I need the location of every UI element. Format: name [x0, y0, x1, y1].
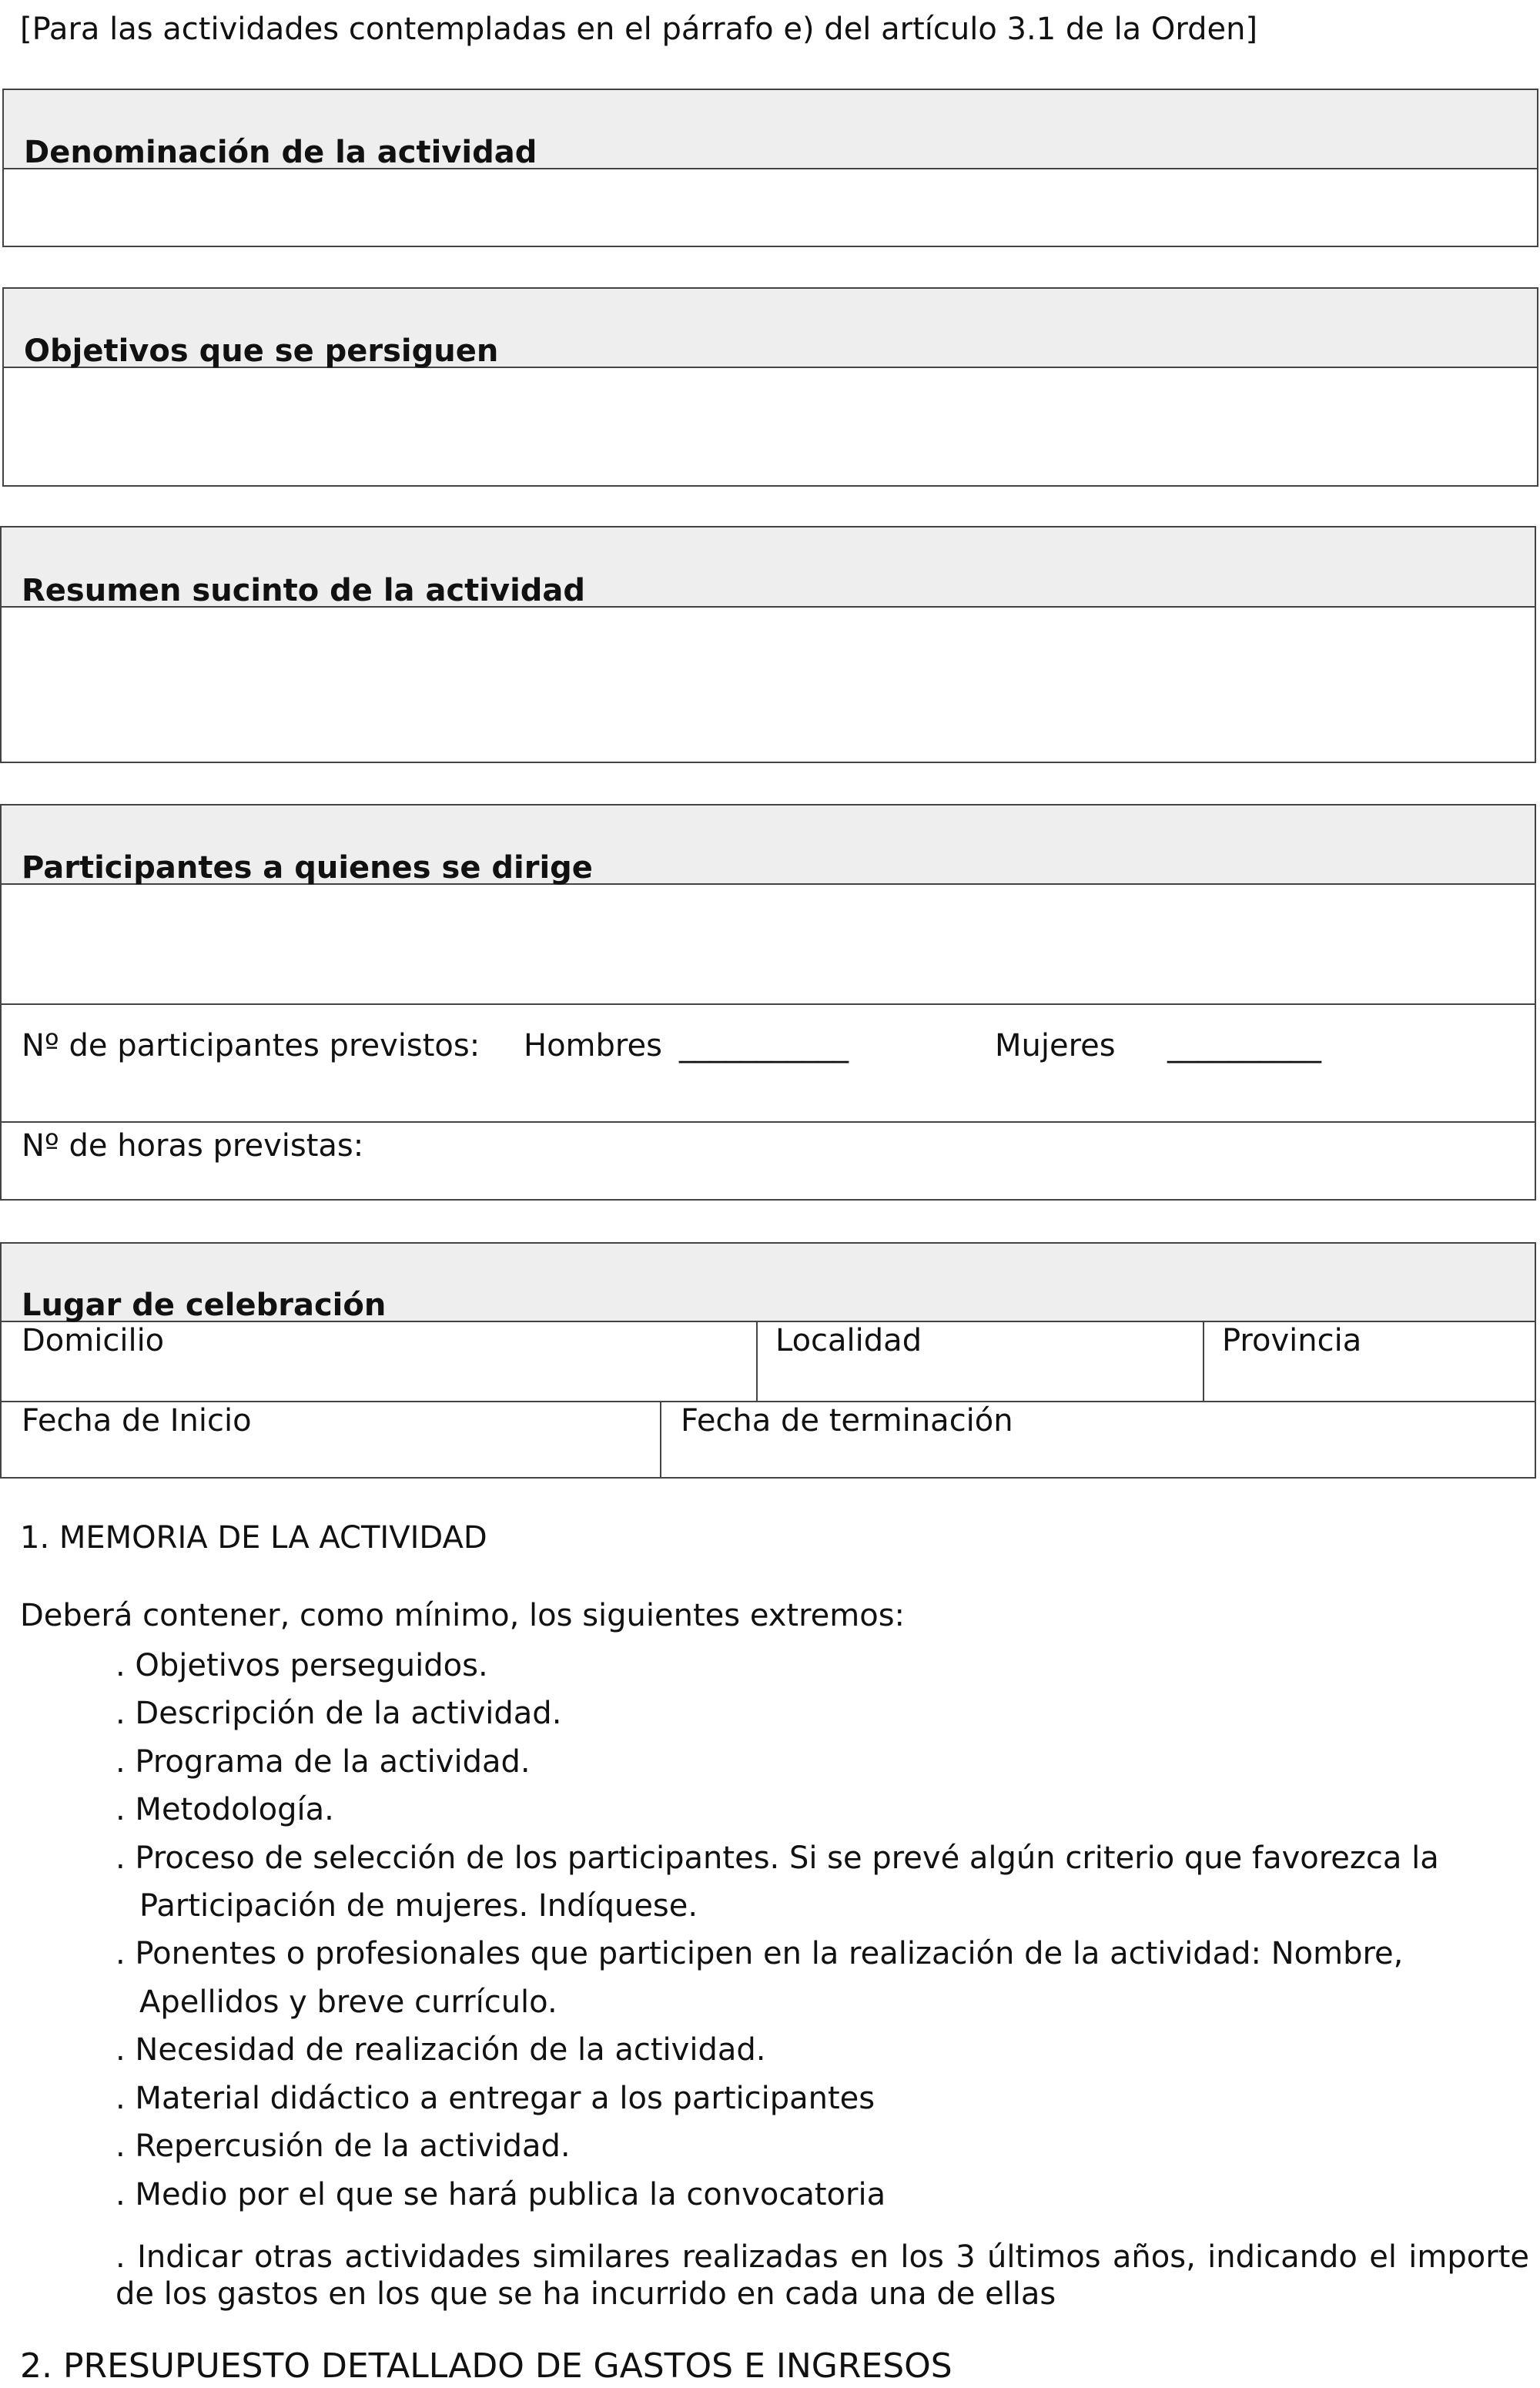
list-item: . Descripción de la actividad. — [116, 1696, 562, 1731]
divider — [756, 1322, 758, 1402]
mujeres-label: Mujeres — [995, 1028, 1116, 1063]
resumen-label: Resumen sucinto de la actividad — [22, 573, 586, 608]
intro-text: [Para las actividades contempladas en el párrafo e) del artículo 3.1 de la Orden] — [20, 12, 1258, 47]
list-item: . Proceso de selección de los participantes. Si se prevé algún criterio que favorezca la — [116, 1840, 1439, 1876]
memoria-intro: Deberá contener, como mínimo, los siguientes extremos: — [20, 1598, 906, 1633]
list-item: . Medio por el que se hará publica la convocatoria — [116, 2177, 886, 2212]
list-item: . Objetivos perseguidos. — [116, 1648, 488, 1683]
localidad-label: Localidad — [775, 1323, 922, 1358]
horas-previstas-label: Nº de horas previstas: — [22, 1128, 364, 1164]
denominacion-label: Denominación de la actividad — [24, 135, 537, 170]
participantes-box — [0, 804, 1536, 1201]
list-item: Apellidos y breve currículo. — [139, 1984, 557, 2020]
memoria-heading: 1. MEMORIA DE LA ACTIVIDAD — [20, 1520, 487, 1556]
participantes-previstos-label: Nº de participantes previstos: — [22, 1028, 480, 1063]
objetivos-header — [4, 289, 1537, 368]
denominacion-box — [2, 89, 1538, 247]
fecha-inicio-label: Fecha de Inicio — [22, 1403, 252, 1438]
objetivos-field[interactable] — [4, 368, 1537, 485]
divider — [660, 1401, 661, 1479]
denominacion-field[interactable] — [4, 169, 1537, 246]
participantes-header — [2, 805, 1535, 885]
provincia-label: Provincia — [1222, 1323, 1362, 1358]
list-item: . Material didáctico a entregar a los participantes — [116, 2081, 875, 2116]
fecha-terminacion-label: Fecha de terminación — [681, 1403, 1013, 1438]
list-item: . Ponentes o profesionales que participen en la realización de la actividad: Nombre, — [116, 1936, 1404, 1971]
divider — [2, 1401, 1535, 1402]
objetivos-box — [2, 287, 1538, 487]
list-item: . Programa de la actividad. — [116, 1744, 531, 1780]
presupuesto-heading: 2. PRESUPUESTO DETALLADO DE GASTOS E INGRESOS — [20, 2346, 952, 2386]
hombres-field[interactable]: ___________ — [679, 1028, 849, 1063]
hombres-label: Hombres — [524, 1028, 662, 1063]
list-item: . Necesidad de realización de la actividad. — [116, 2032, 766, 2068]
list-item: . Repercusión de la actividad. — [116, 2128, 571, 2164]
resumen-header — [2, 528, 1535, 608]
denominacion-header — [4, 90, 1537, 169]
list-item-final: . Indicar otras actividades similares realizadas en los 3 últimos años, indicando el importe de los gastos en los que se ha incurrido en cada una de ellas — [116, 2239, 1529, 2312]
resumen-field[interactable] — [2, 608, 1535, 762]
participantes-label: Participantes a quienes se dirige — [22, 850, 593, 886]
list-item: Participación de mujeres. Indíquese. — [139, 1888, 698, 1924]
objetivos-label: Objetivos que se persiguen — [24, 333, 499, 369]
lugar-header — [2, 1244, 1535, 1322]
lugar-label: Lugar de celebración — [22, 1288, 387, 1323]
horas-previstas-field[interactable] — [371, 1123, 1535, 1199]
resumen-box — [0, 526, 1536, 763]
list-item: . Metodología. — [116, 1792, 334, 1827]
divider — [1203, 1322, 1204, 1402]
mujeres-field[interactable]: __________ — [1167, 1028, 1321, 1063]
participantes-field[interactable] — [2, 885, 1535, 1003]
divider — [2, 1003, 1535, 1005]
lugar-box — [0, 1242, 1536, 1479]
domicilio-label: Domicilio — [22, 1323, 165, 1358]
